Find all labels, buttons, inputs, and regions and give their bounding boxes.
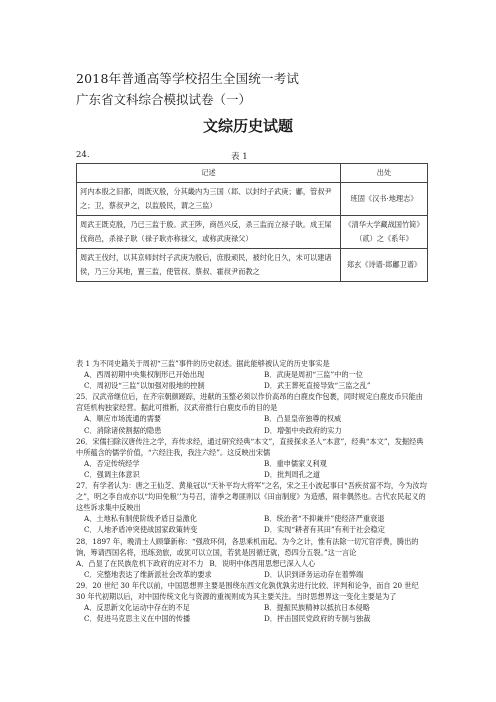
table-cell-source: 《清华大学藏战国竹简》（贰）之《系年》 (341, 216, 428, 249)
table-cell-source: 郑玄《诗谱·邶鄘卫谱》 (341, 249, 428, 282)
question-stem: 26．宋儒扫除汉唐传注之学，弃传求经，通过研究经典“本文”，直接探求圣人“本意”，经典“本文”，发掘经典中所蕴含的儒学价值，“六经注我，我注六经”。这反映出宋儒 (76, 436, 424, 457)
section-title: 文综历史试题 (202, 117, 293, 135)
question-number: 24. (76, 150, 90, 160)
option: D．抨击国民党政府的专制与独裁 (264, 614, 371, 624)
option: B．说明中体西用思想已深入人心 (209, 558, 316, 568)
option-row (76, 380, 430, 391)
option: A．凸显了在民族危机下政府的应对不力 (76, 558, 204, 568)
option-row (76, 458, 430, 469)
option-row (76, 369, 430, 380)
option-row (76, 602, 430, 613)
question-stem: 28．1897 年，晚清士人顾肇新称：“强敌环伺，各思乘机而起。为今之计，惟有法除一切冗官浮费，腾出的饷，筹请西国名将，迅练劲旅，或犹可以立国，若犹是因循迁就，恐四分五裂。”这一言论 (76, 536, 419, 557)
option: D．批判周孔之道 (264, 469, 321, 479)
option-row (76, 558, 430, 569)
question-stem: 27．有学者认为：唐之王仙芝、黄巢冠以“天补平均大将军”之名，宋之王小波起事曰“吾疾贫富不均，今为汝均之”，明之李自成亦以“均田免粮’’为号召，清季之粤匪则以《田亩制度》为造感，闹非偶然也。古代农民起义的这些诉求集中反映出 (76, 481, 427, 513)
exam-subtitle: 广东省文科综合模拟试卷（一） (76, 92, 252, 107)
option-row (76, 613, 430, 624)
table-cell-record: 周武王既克殷，乃已三监于殷。武王陟，商邑兴反，杀三监而立禄子耿。成王屎伐商邑，杀禄子耿（禄子耿亦称禄父，或称武庚禄父） (77, 216, 341, 249)
option: B．重申儒家义利观 (264, 458, 327, 468)
option-row (76, 425, 430, 436)
option: A．反思新文化运动中存在的不足 (84, 603, 190, 613)
question-stem: 29．20 世纪 30 年代以前，中国思想界主要是围绕东西文化孰优孰劣进行比较、评判和论争，而自 20 世纪 30 年代初期以后，对中国传统文化与资源的重视则成为其主要关注。当时思想界这一变化主要是为了 (76, 580, 419, 601)
option-row (76, 569, 430, 580)
table-header-row (77, 164, 428, 183)
option-row (76, 469, 430, 480)
question-stem: 表 1 为不同史籍关于周初“三监”事件的历史叙述。据此能够被认定的历史事实是 (76, 359, 330, 368)
option: D．实现“耕者有其田”有利于社会稳定 (264, 525, 385, 535)
option-row (76, 524, 430, 535)
option: B．统治者“不抑兼并”使经济严重衰退 (264, 514, 385, 524)
source-table (76, 163, 428, 282)
option: B．凸显皇帝独尊的权威 (264, 414, 342, 424)
table-row (77, 249, 428, 282)
option: B．武庚是周初“三监”中的一位 (264, 370, 363, 380)
option: C．促进马克思主义在中国的传播 (84, 614, 191, 624)
option: B．提振民族精神以抵抗日本侵略 (264, 603, 370, 613)
option: A．西周初期中央集权制形已开始出现 (84, 370, 205, 380)
option: A．土地私有制使阶级矛盾日益激化 (84, 514, 198, 524)
table-header-source: 出处 (341, 164, 428, 183)
table-label: 表 1 (231, 152, 248, 162)
option: D．认识到译务运动存在着弊端 (264, 569, 364, 579)
option: A．否定传统经学 (84, 458, 140, 468)
table-cell-record: 周武王伐纣，以其京师封纣子武庚为殷后，庶殷顽民，被纣化日久，未可以建诸侯，乃三分其地，置三监，使管叔、蔡叔、霍叔尹而教之 (77, 249, 341, 282)
table-header-record: 记述 (77, 164, 341, 183)
option: C．完整地表达了维新派社会改革的要求 (84, 569, 212, 579)
option: D．武王葬死直接导致“三监之乱” (264, 381, 371, 391)
option: C．消除诸侯割据的隐患 (84, 425, 162, 435)
question-24-header (76, 150, 248, 162)
option: D．增强中央政府的实力 (264, 425, 342, 435)
table-row (77, 183, 428, 216)
option-row (76, 513, 430, 524)
question-stem: 25．汉武帝继位后，在齐宗朝颜蹉踪，进献的玉整必须以作价高昂的白鹿皮作包裹，同时规定白鹿皮币只能由宫廷机构独家经营。据此可推断，汉武帝推行白鹿皮币的目的是 (76, 392, 423, 413)
exam-title: 2018年普通高等学校招生全国统一考试 (76, 71, 300, 86)
option-row (76, 413, 430, 424)
table-cell-record: 河内本殷之旧都，周既灭殷，分其畿内为三国（邶、以封纣子武庚；鄘，管叔尹之；卫，蔡叔尹之，以监殷民，谓之三监） (77, 183, 341, 216)
table-row (77, 216, 428, 249)
option: C．人地矛盾冲突使战国家政策转变 (84, 525, 198, 535)
option: A．顺应市场流通的需要 (84, 414, 162, 424)
option: C．周初设“三监”以加强对殷地的控制 (84, 381, 205, 391)
option: C．强调主体意识 (84, 469, 140, 479)
table-cell-source: 班固《汉书·地理志》 (341, 183, 428, 216)
questions-body (76, 358, 430, 624)
